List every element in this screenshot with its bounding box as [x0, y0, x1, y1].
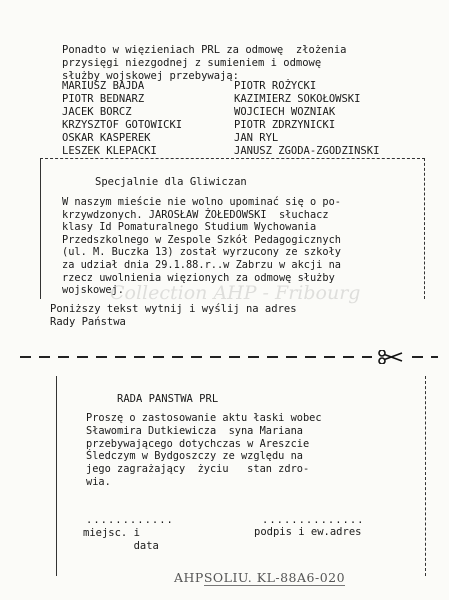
- form-body: Proszę o zastosowanie aktu łaski wobec Sławomira Dutkiewicza syna Mariana przebywającego dotychczas w Areszcie Śledczym w Bydgoszczy ze względu na jego zagrażający życiu stan zdro- wia.: [86, 412, 322, 488]
- watermark: Collection AHP - Fribourg: [110, 282, 361, 304]
- name-left: LESZEK KLEPACKI: [62, 145, 157, 157]
- section-title: Specjalnie dla Gliwiczan: [95, 176, 247, 188]
- name-left: JACEK BORCZ: [62, 106, 132, 118]
- place-date-dots: ............: [86, 514, 174, 526]
- name-left: MARIUSZ BAJDA: [62, 80, 145, 92]
- names-row: [62, 106, 422, 119]
- names-row: [62, 80, 422, 93]
- names-row: [62, 132, 422, 145]
- intro-paragraph: Ponadto w więzieniach PRL za odmowę złożenia przysięgi niezgodnej z sumieniem i odmowę służby wojskowej przebywają:: [62, 44, 347, 82]
- name-right: PIOTR ZDRZYNICKI: [234, 119, 336, 131]
- place-date-label: miejsc. i data: [83, 527, 159, 552]
- signature-label: podpis i ew.adres: [254, 526, 362, 538]
- name-right: PIOTR ROŻYCKI: [234, 80, 317, 92]
- names-row: [62, 93, 422, 106]
- scissors-icon: [379, 350, 402, 364]
- names-row: [62, 145, 422, 158]
- archive-prefix: AHP: [174, 570, 204, 585]
- name-right: JAN RYL: [234, 132, 279, 144]
- name-left: OSKAR KASPEREK: [62, 132, 151, 144]
- archive-code: SOLIU. KL-88A6-020: [203, 570, 346, 585]
- prisoner-names-list: [62, 80, 422, 158]
- form-title: RADA PANSTWA PRL: [117, 393, 219, 405]
- name-right: KAZIMIERZ SOKOŁOWSKI: [234, 93, 361, 105]
- archive-stamp: [174, 570, 345, 585]
- cut-instruction: Poniższy tekst wytnij i wyślij na adres Rady Państwa: [50, 303, 297, 328]
- name-right: WOJCIECH WOZNIAK: [234, 106, 336, 118]
- signature-dots: ..............: [262, 514, 365, 526]
- name-right: JANUSZ ZGODA-ZGODZINSKI: [234, 145, 380, 157]
- name-left: PIOTR BEDNARZ: [62, 93, 145, 105]
- names-row: [62, 119, 422, 132]
- cut-line: [20, 350, 438, 364]
- section-body: W naszym mieście nie wolno upominać się o po- krzywdzonych. JAROSŁAW ŻOŁEDOWSKI słuchacz klasy Id Pomaturalnego Studium Wychowania Przedszkolnego w Zespole Szkół Pedagogicznych (ul. M. Buczka 13) został wyrzucony ze szkoły za udział dnia 29.1.88.r..w Zabrzu w akcji na rzecz uwolnienia więzionych za odmowę służby wojskowej.: [62, 196, 341, 297]
- name-left: KRZYSZTOF GOTOWICKI: [62, 119, 183, 131]
